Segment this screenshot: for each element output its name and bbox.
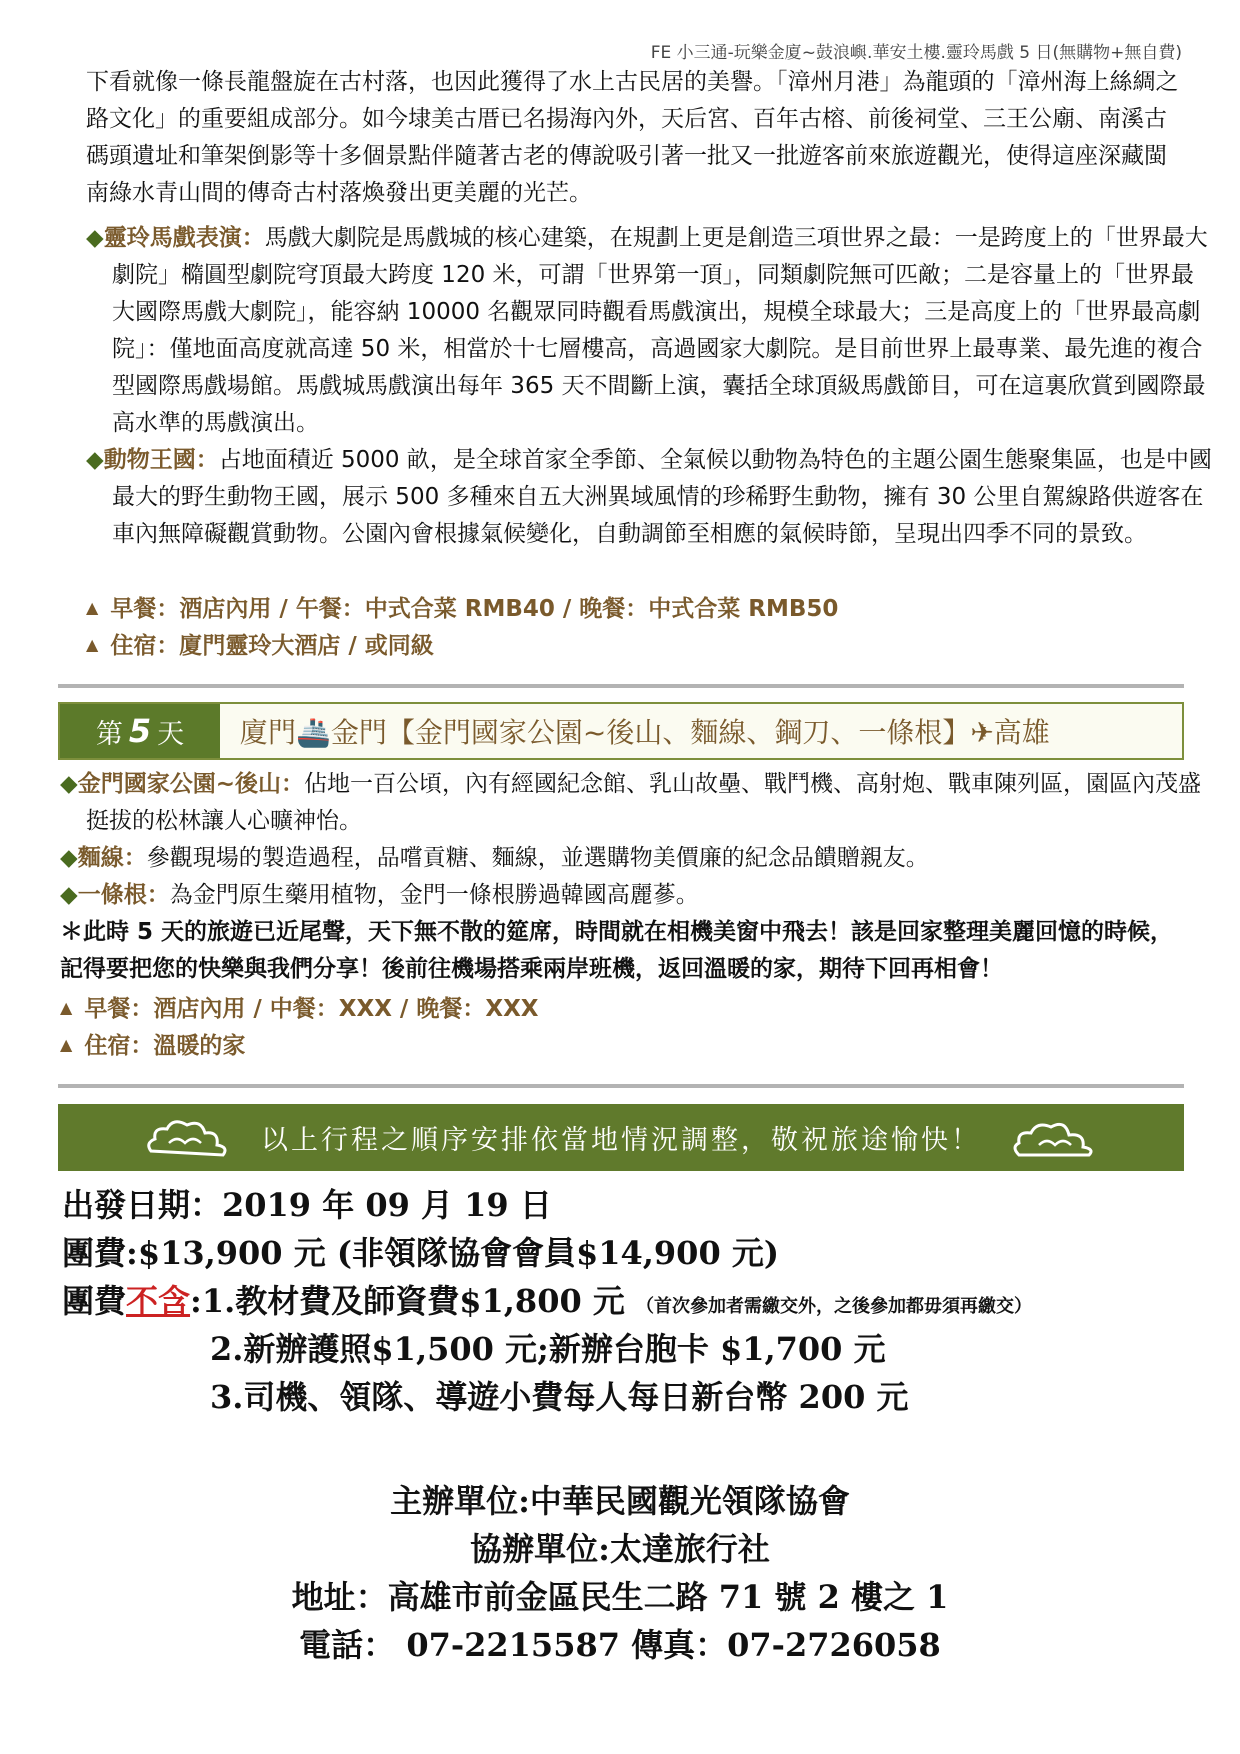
diamond-icon: ◆ [60, 882, 78, 908]
attraction-noodles: ◆麵線：參觀現場的製造過程，品嚐貢糖、麵線，並選購物美價廉的紀念品饋贈親友。 [60, 845, 929, 871]
section-divider [58, 1084, 1184, 1088]
attraction-label: 靈玲馬戲表演： [103, 225, 265, 251]
exclusion-item-2: 2.新辦護照$1,500 元;新辦台胞卡 $1,700 元 [210, 1330, 886, 1368]
organizer: 主辦單位:中華民國觀光領隊協會 [390, 1482, 850, 1520]
diamond-icon: ◆ [86, 447, 104, 473]
not-included-mark: 不含 [126, 1282, 191, 1320]
triangle-icon: ▲ [60, 1035, 73, 1054]
diamond-icon: ◆ [60, 845, 78, 871]
page-header: FE 小三通-玩樂金廈~鼓浪嶼.華安土樓.靈玲馬戲 5 日(無購物+無自費) [650, 43, 1182, 63]
attraction-kinmen-park: ◆金門國家公園~後山：佔地一百公頃，內有經國紀念館、乳山故壘、戰鬥機、高射炮、戰車陳列區，園區內茂盛挺拔的松林讓人心曠神怡。 [60, 771, 1201, 834]
day5-title: 廈門🚢金門【金門國家公園~後山、麵線、鋼刀、一條根】✈高雄 [240, 716, 1050, 749]
closing-note: ＊此時 5 天的旅遊已近尾聲，天下無不散的筵席，時間就在相機美窗中飛去！該是回家整理美麗回憶的時候，記得要把您的快樂與我們分享！後前往機場搭乘兩岸班機，返回溫暖的家，期待下回再相會！ [60, 919, 1174, 982]
attraction-zoo [86, 442, 1212, 553]
day-badge: 第 5 天 [60, 704, 220, 758]
attraction-text: 馬戲大劇院是馬戲城的核心建築，在規劃上更是創造三項世界之最：一是跨度上的「世界最大劇院」橢圓型劇院穹頂最大跨度 120 米，可謂「世界第一頂」，同類劇院無可匹敵；二是容量上的「世界最大國際馬戲大劇院」，能容納 10000 名觀眾同時觀看馬戲演出，規模全球最大；三是高度上的「世界最高劇院」：僅地面高度就高達 50 米，相當於十七層樓高，高過國家大劇院。是目前世界上最專業、最先進的複合型國際馬戲場館。馬戲城馬戲演出每年 365 天不間斷上演，囊括全球頂級馬戲節目，可在這裏欣賞到國際最高水準的馬戲演出。 [112, 225, 1208, 436]
cloud-ornament-icon [999, 1113, 1099, 1163]
triangle-icon: ▲ [86, 635, 99, 654]
section-divider [58, 684, 1184, 688]
attraction-label: 動物王國： [103, 447, 219, 473]
fee-exclusions: 團費不含:1.教材費及師資費$1,800 元 （首次參加者需繳交外，之後參加都毋須再繳交） [62, 1282, 1033, 1320]
banner-text: 以上行程之順序安排依當地情況調整，敬祝旅途愉快！ [261, 1125, 981, 1156]
intro-paragraph: 下看就像一條長龍盤旋在古村落，也因此獲得了水上古民居的美譽。「漳州月港」為龍頭的「漳州海上絲綢之路文化」的重要組成部分。如今埭美古厝已名揚海內外，天后宮、百年古榕、前後祠堂、三王公廟、南溪古碼頭遺址和筆架倒影等十多個景點伴隨著古老的傳說吸引著一批又一批遊客前來旅遊觀光，使得這座深藏閩南綠水青山間的傳奇古村落煥發出更美麗的光芒。 [86, 69, 1179, 206]
day5-header [58, 702, 1184, 760]
triangle-icon: ▲ [86, 598, 99, 617]
day4-stay: ▲ 住宿：廈門靈玲大酒店 / 或同級 [86, 633, 434, 659]
closing-banner [58, 1104, 1184, 1171]
tour-fee: 團費:$13,900 元 (非領隊協會會員$14,900 元) [62, 1234, 779, 1272]
attraction-root: ◆一條根：為金門原生藥用植物，金門一條根勝過韓國高麗蔘。 [60, 882, 699, 908]
attraction-text: 占地面積近 5000 畝，是全球首家全季節、全氣候以動物為特色的主題公園生態聚集區，也是中國最大的野生動物王國，展示 500 多種來自五大洲異域風情的珍稀野生動物，擁有 30 公里自駕線路供遊客在車內無障礙觀賞動物。公園內會根據氣候變化，自動調節至相應的氣候時節，呈現出四季不同的景致。 [112, 447, 1212, 547]
co-organizer: 協辦單位:太達旅行社 [470, 1530, 770, 1568]
departure-date: 出發日期：2019 年 09 月 19 日 [62, 1186, 552, 1224]
attraction-circus [86, 220, 1212, 442]
triangle-icon: ▲ [60, 998, 73, 1017]
diamond-icon: ◆ [60, 771, 78, 797]
address: 地址：高雄市前金區民生二路 71 號 2 樓之 1 [291, 1578, 949, 1616]
exclusion-item-3: 3.司機、領隊、導遊小費每人每日新台幣 200 元 [210, 1378, 909, 1416]
day5-meals: ▲ 早餐：酒店內用 / 中餐：XXX / 晚餐：XXX [60, 996, 539, 1022]
contact-phone: 電話： 07-2215587 傳真：07-2726058 [299, 1626, 941, 1664]
day5-stay: ▲ 住宿：溫暖的家 [60, 1033, 246, 1059]
exclusion-note: （首次參加者需繳交外，之後參加都毋須再繳交） [636, 1296, 1033, 1317]
day4-meals: ▲ 早餐：酒店內用 / 午餐：中式合菜 RMB40 / 晚餐：中式合菜 RMB50 [86, 596, 839, 622]
cloud-ornament-icon [143, 1113, 243, 1163]
diamond-icon: ◆ [86, 225, 104, 251]
